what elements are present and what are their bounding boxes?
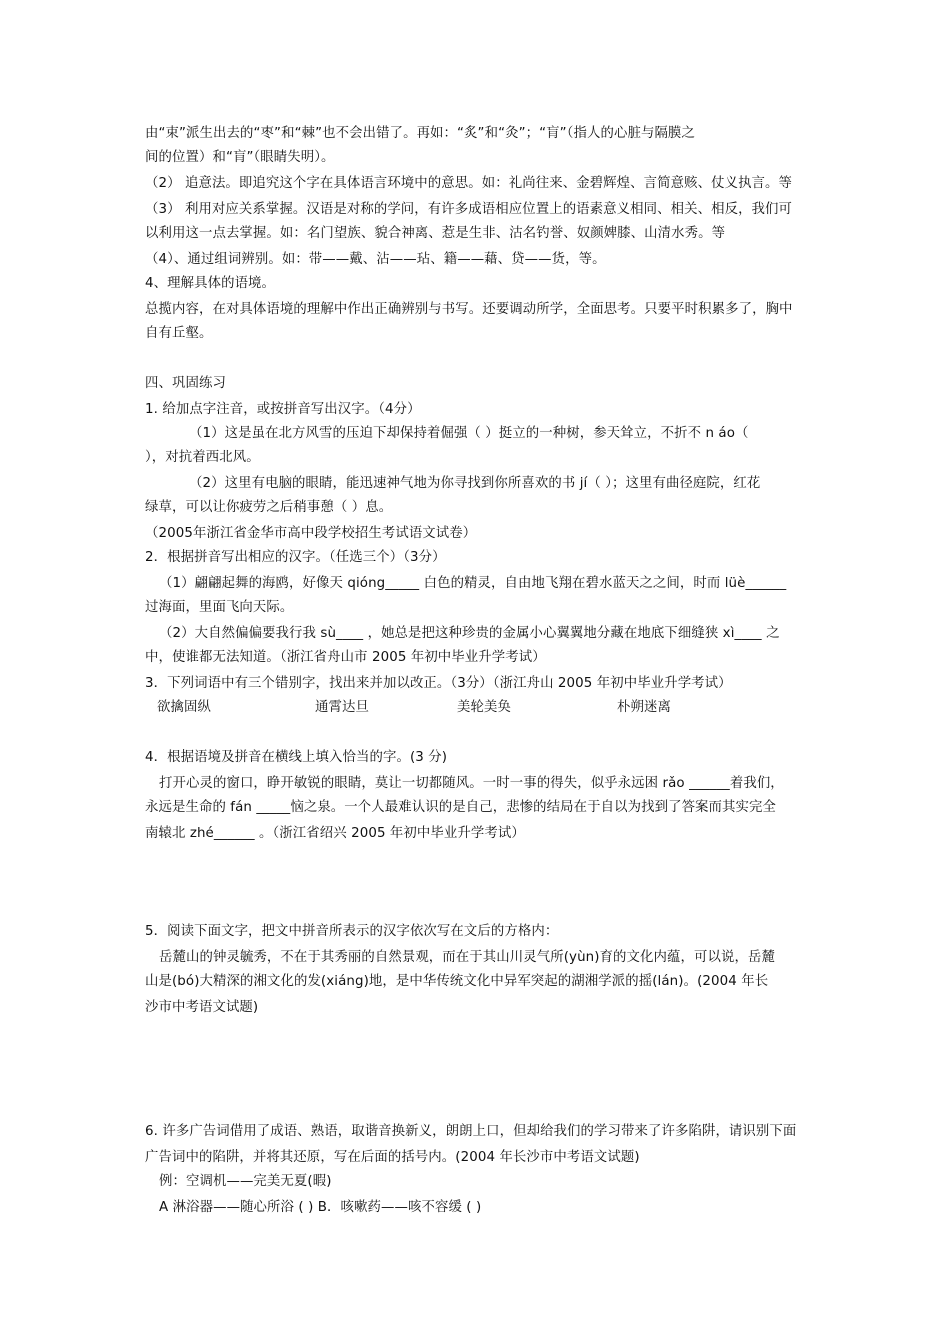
word-item: 欲擒固纵: [157, 700, 211, 715]
text-line: 沙市中考语文试题): [145, 1000, 259, 1015]
text-line: 中，使谁都无法知道。（浙江省舟山市 2005 年初中毕业升学考试）: [145, 650, 546, 665]
text-line: （3） 利用对应关系掌握。汉语是对称的学问，有许多成语相应位置上的语素意义相同、相关、相反，我们可: [145, 202, 793, 217]
text-line: 以利用这一点去掌握。如：名门望族、貌合神离、惹是生非、沽名钓誉、奴颜婢膝、山清水秀。等: [145, 226, 726, 241]
question-2: 2．根据拼音写出相应的汉字。（任选三个）（3分）: [145, 550, 446, 565]
option-line: A 淋浴器——随心所浴 ( ) B．咳嗽药——咳不容缓 ( ): [159, 1200, 482, 1215]
text-line: 绿草，可以让你疲劳之后稍事憩（ ）息。: [145, 500, 393, 515]
word-item: 通霄达旦: [315, 700, 369, 715]
question-5: 5．阅读下面文字，把文中拼音所表示的汉字依次写在文后的方格内：: [145, 924, 559, 939]
word-item: 美轮美奂: [457, 700, 511, 715]
text-line: 由“束”派生出去的“枣”和“棘”也不会出错了。再如：“炙”和“灸”；“肓”（指人的心脏与隔膜之: [145, 126, 695, 141]
text-line: 山是(bó)大精深的湘文化的发(xiáng)地，是中华传统文化中异军突起的湖湘学派的摇(lán)。(2004 年长: [145, 974, 769, 989]
source-note: （2005年浙江省金华市高中段学校招生考试语文试卷）: [145, 526, 477, 541]
word-item: 朴朔迷离: [617, 700, 671, 715]
text-line: （2）大自然偏偏要我行我 sù____ ，她总是把这种珍贵的金属小心翼翼地分藏在地底下细缝狭 xì____ 之: [159, 626, 780, 641]
question-1: 1. 给加点字注音，或按拼音写出汉字。（4分）: [145, 402, 421, 417]
section-heading: 4、理解具体的语境。: [145, 276, 276, 291]
text-line: （2） 追意法。即追究这个字在具体语言环境中的意思。如：礼尚往来、金碧辉煌、言简意赅、仗义执言。等: [145, 176, 793, 191]
text-line: （4）、通过组词辨别。如：带——戴、沾——玷、籍——藉、贷——货，等。: [145, 252, 606, 267]
section-heading: 四、巩固练习: [145, 376, 226, 391]
text-line: （2）这里有电脑的眼睛，能迅速神气地为你寻找到你所喜欢的书 jí（ ）；这里有曲径庭院，红花: [189, 476, 761, 491]
question-3: 3．下列词语中有三个错别字，找出来并加以改正。（3分）（浙江舟山 2005 年初中毕业升学考试）: [145, 676, 732, 691]
example-line: 例：空调机——完美无夏(暇): [159, 1174, 332, 1189]
text-line: （1）这是虽在北方风雪的压迫下却保持着倔强（ ）挺立的一种树，参天耸立，不折不 n áo（: [189, 426, 749, 441]
text-line: ），对抗着西北风。: [145, 450, 260, 465]
question-6: 6. 许多广告词借用了成语、熟语，取谐音换新义，朗朗上口，但却给我们的学习带来了许多陷阱，请识别下面: [145, 1124, 797, 1139]
text-line: 间的位置）和“肓”（眼睛失明）。: [145, 150, 335, 165]
text-line: （1）翩翩起舞的海鸥，好像天 qióng_____ 白色的精灵，自由地飞翔在碧水蓝天之之间，时而 lüè______: [159, 576, 787, 591]
text-line: 自有丘壑。: [145, 326, 213, 341]
text-line: 打开心灵的窗口，睁开敏锐的眼睛，莫让一切都随风。一时一事的得失，似乎永远困 rǎo ______着我们，: [159, 776, 784, 791]
text-line: 岳麓山的钟灵毓秀，不在于其秀丽的自然景观，而在于其山川灵气所(yùn)育的文化内蕴，可以说，岳麓: [159, 950, 775, 965]
text-line: 南辕北 zhé______ 。（浙江省绍兴 2005 年初中毕业升学考试）: [145, 826, 525, 841]
text-line: 永远是生命的 fán _____恼之泉。一个人最难认识的是自己，悲惨的结局在于自以为找到了答案而其实完全: [145, 800, 776, 815]
text-line: 过海面，里面飞向天际。: [145, 600, 294, 615]
question-4: 4．根据语境及拼音在横线上填入恰当的字。(3 分): [145, 750, 448, 765]
text-line: 广告词中的陷阱，并将其还原，写在后面的括号内。(2004 年长沙市中考语文试题): [145, 1150, 640, 1165]
text-line: 总揽内容，在对具体语境的理解中作出正确辨别与书写。还要调动所学，全面思考。只要平时积累多了，胸中: [145, 302, 793, 317]
